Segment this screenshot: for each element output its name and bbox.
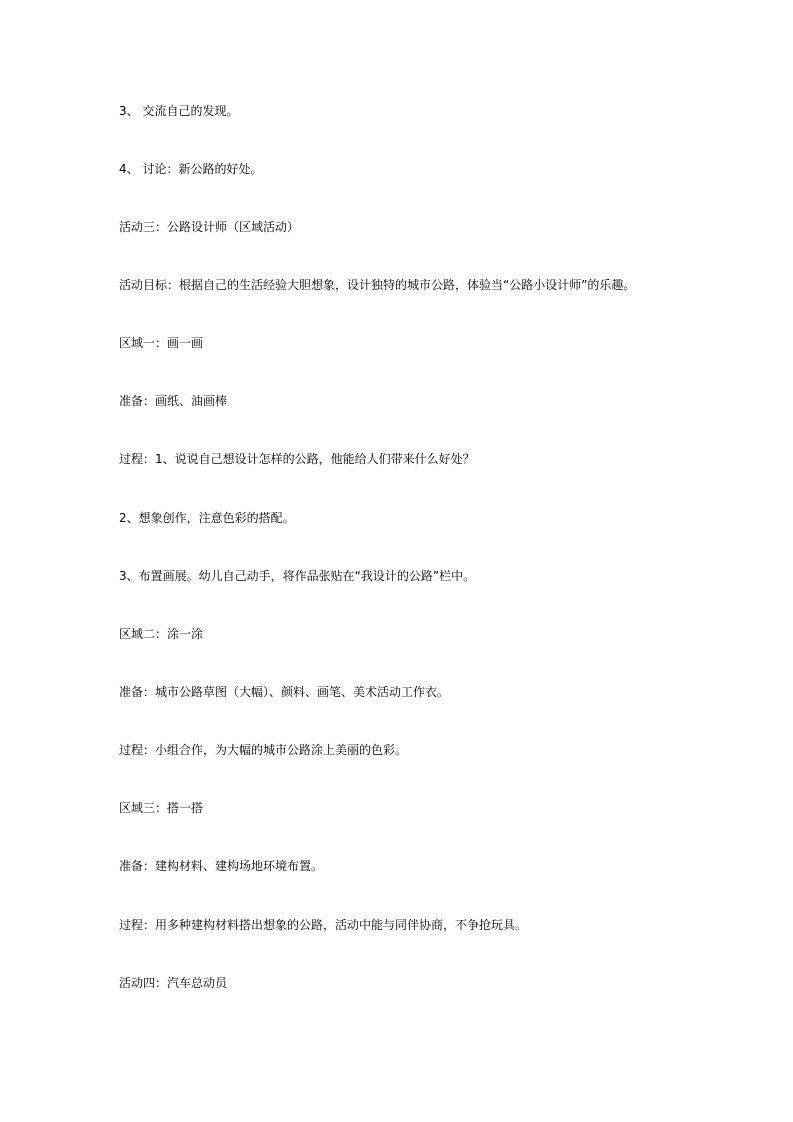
area-3-process: 过程：用多种建构材料搭出想象的公路，活动中能与同伴协商，不争抢玩具。 [119, 918, 528, 932]
area-1-process-step-3: 3、布置画展。幼儿自己动手，将作品张贴在“我设计的公路”栏中。 [119, 569, 476, 583]
activity-goal: 活动目标：根据自己的生活经验大胆想象，设计独特的城市公路，体验当“公路小设计师”的乐趣。 [119, 278, 636, 292]
area-1-process-step-2: 2、想象创作，注意色彩的搭配。 [119, 511, 295, 525]
activity-3-heading: 活动三：公路设计师（区域活动） [119, 220, 300, 234]
area-1-process-step-1: 过程：1、说说自己想设计怎样的公路，他能给人们带来什么好处？ [119, 452, 475, 466]
area-3-heading: 区域三：搭一搭 [119, 801, 204, 815]
activity-4-heading: 活动四：汽车总动员 [119, 976, 228, 990]
area-1-preparation: 准备：画纸、油画棒 [119, 394, 228, 408]
paragraph-step-4: 4、 讨论：新公路的好处。 [119, 162, 263, 176]
area-2-process: 过程：小组合作，为大幅的城市公路涂上美丽的色彩。 [119, 743, 408, 757]
paragraph-step-3: 3、 交流自己的发现。 [119, 104, 239, 118]
area-3-preparation: 准备：建构材料、建构场地环境布置。 [119, 859, 324, 873]
area-2-preparation: 准备：城市公路草图（大幅）、颜料、画笔、美术活动工作衣。 [119, 685, 450, 699]
area-1-heading: 区域一：画一画 [119, 336, 204, 350]
area-2-heading: 区域二：涂一涂 [119, 627, 204, 641]
